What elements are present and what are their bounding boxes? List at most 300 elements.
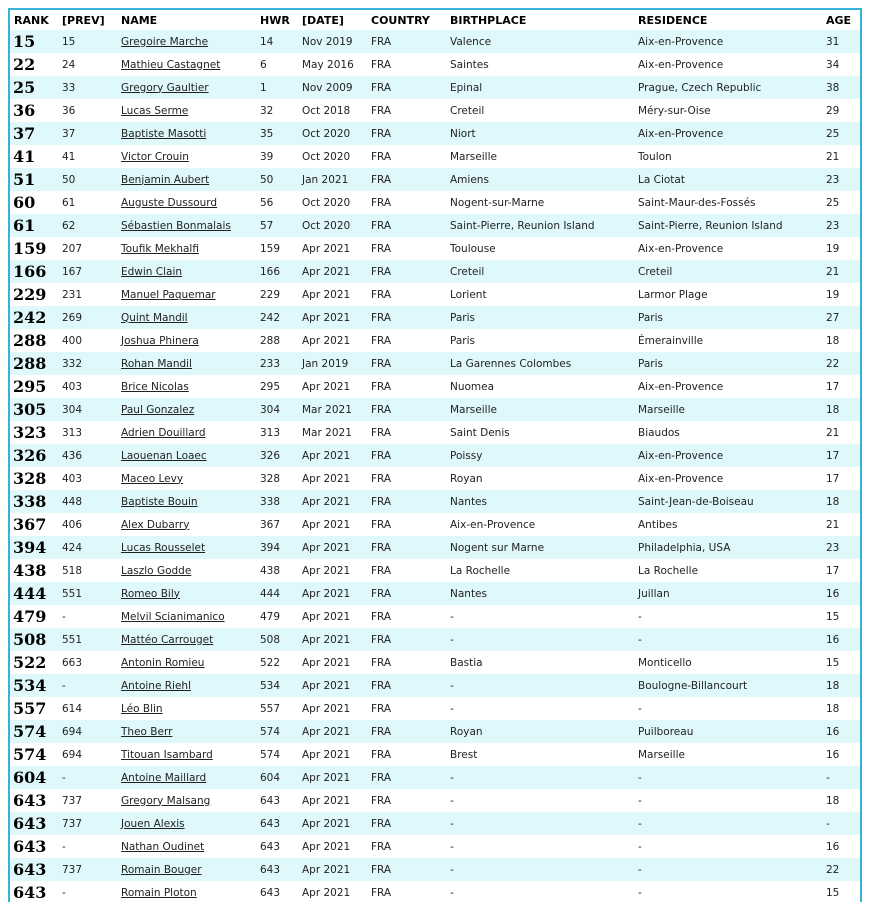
residence-cell: Larmor Plage [634,283,822,306]
country-cell: FRA [367,651,446,674]
player-name-link[interactable]: Quint Mandil [121,311,188,324]
date-cell: Apr 2021 [298,674,367,697]
country-cell: FRA [367,53,446,76]
prev-rank-cell: 406 [58,513,117,536]
player-name-link[interactable]: Lucas Rousselet [121,541,206,554]
age-cell: 34 [822,53,860,76]
player-name-link[interactable]: Adrien Douillard [121,426,206,439]
age-cell: 25 [822,122,860,145]
date-cell: Mar 2021 [298,398,367,421]
player-name-link[interactable]: Antoine Riehl [121,679,191,692]
player-name-cell [117,237,256,260]
prev-rank-cell: 50 [58,168,117,191]
hwr-cell: 557 [256,697,298,720]
table-row [10,421,860,444]
residence-cell: - [634,858,822,881]
prev-rank-cell: - [58,674,117,697]
residence-cell: Saint-Jean-de-Boiseau [634,490,822,513]
residence-cell: - [634,835,822,858]
prev-rank-cell: 663 [58,651,117,674]
table-row [10,145,860,168]
residence-cell: Saint-Pierre, Reunion Island [634,214,822,237]
player-name-link[interactable]: Alex Dubarry [121,518,190,531]
rank-cell: 288 [10,329,58,352]
rank-cell: 25 [10,76,58,99]
player-name-link[interactable]: Rohan Mandil [121,357,192,370]
country-cell: FRA [367,421,446,444]
hwr-cell: 522 [256,651,298,674]
residence-cell: Saint-Maur-des-Fossés [634,191,822,214]
player-name-link[interactable]: Nathan Oudinet [121,840,205,853]
prev-rank-cell: 694 [58,743,117,766]
birthplace-cell: Nogent sur Marne [446,536,634,559]
prev-rank-cell: 518 [58,559,117,582]
player-name-cell [117,697,256,720]
country-cell: FRA [367,444,446,467]
player-name-link[interactable]: Mattéo Carrouget [121,633,214,646]
table-row [10,858,860,881]
player-name-cell [117,858,256,881]
residence-cell: Marseille [634,743,822,766]
table-row [10,881,860,904]
country-cell: FRA [367,697,446,720]
hwr-cell: 479 [256,605,298,628]
age-cell: 21 [822,260,860,283]
player-name-link[interactable]: Paul Gonzalez [121,403,195,416]
residence-cell: Monticello [634,651,822,674]
prev-rank-cell: - [58,766,117,789]
birthplace-cell: Nantes [446,490,634,513]
birthplace-cell: Brest [446,743,634,766]
rank-cell: 522 [10,651,58,674]
table-row [10,444,860,467]
table-body [10,30,860,904]
rank-cell: 643 [10,812,58,835]
rank-cell: 36 [10,99,58,122]
table-row [10,605,860,628]
table-row [10,352,860,375]
player-name-link[interactable]: Lucas Serme [121,104,189,117]
hwr-cell: 338 [256,490,298,513]
age-cell: 17 [822,467,860,490]
age-cell: 16 [822,720,860,743]
player-name-link[interactable]: Brice Nicolas [121,380,189,393]
residence-cell: - [634,881,822,904]
residence-cell: Creteil [634,260,822,283]
age-cell: 16 [822,582,860,605]
birthplace-cell: - [446,835,634,858]
table-row [10,789,860,812]
birthplace-cell: Toulouse [446,237,634,260]
date-cell: Apr 2021 [298,628,367,651]
prev-rank-cell: 36 [58,99,117,122]
player-name-cell [117,766,256,789]
player-name-link[interactable]: Baptiste Masotti [121,127,207,140]
prev-rank-cell: 41 [58,145,117,168]
country-cell: FRA [367,835,446,858]
player-name-cell [117,444,256,467]
date-cell: Apr 2021 [298,513,367,536]
age-cell: 15 [822,605,860,628]
hwr-cell: 35 [256,122,298,145]
birthplace-cell: Poissy [446,444,634,467]
date-cell: Apr 2021 [298,605,367,628]
table-row [10,467,860,490]
table-row [10,306,860,329]
player-name-cell [117,99,256,122]
residence-cell: Aix-en-Provence [634,53,822,76]
player-name-link[interactable]: Auguste Dussourd [121,196,218,209]
table-row [10,697,860,720]
table-row [10,812,860,835]
birthplace-cell: Nuomea [446,375,634,398]
date-cell: Oct 2020 [298,214,367,237]
prev-rank-cell: 61 [58,191,117,214]
player-name-cell [117,812,256,835]
player-name-link[interactable]: Victor Crouin [121,150,189,163]
hwr-cell: 604 [256,766,298,789]
prev-rank-cell: 33 [58,76,117,99]
birthplace-cell: Aix-en-Provence [446,513,634,536]
hwr-cell: 643 [256,835,298,858]
rank-cell: 37 [10,122,58,145]
table-row [10,214,860,237]
hwr-cell: 313 [256,421,298,444]
residence-cell: Aix-en-Provence [634,444,822,467]
country-cell: FRA [367,536,446,559]
age-cell: 19 [822,237,860,260]
table-row [10,237,860,260]
birthplace-cell: Royan [446,720,634,743]
birthplace-cell: La Rochelle [446,559,634,582]
rank-cell: 166 [10,260,58,283]
hwr-cell: 326 [256,444,298,467]
hwr-cell: 574 [256,743,298,766]
prev-rank-cell: 551 [58,582,117,605]
hwr-cell: 57 [256,214,298,237]
birthplace-cell: La Garennes Colombes [446,352,634,375]
age-cell: 15 [822,651,860,674]
table-header [10,10,860,30]
hwr-cell: 56 [256,191,298,214]
residence-cell: La Rochelle [634,559,822,582]
residence-cell: Antibes [634,513,822,536]
player-name-cell [117,513,256,536]
hwr-cell: 32 [256,99,298,122]
residence-cell: La Ciotat [634,168,822,191]
residence-cell: Émerainville [634,329,822,352]
player-name-link[interactable]: Titouan Isambard [121,748,213,761]
prev-rank-cell: 37 [58,122,117,145]
birthplace-cell: - [446,812,634,835]
birthplace-cell: - [446,628,634,651]
rank-cell: 508 [10,628,58,651]
player-name-link[interactable]: Edwin Clain [121,265,183,278]
hwr-cell: 14 [256,30,298,53]
prev-rank-cell: 436 [58,444,117,467]
date-cell: Apr 2021 [298,651,367,674]
date-cell: Apr 2021 [298,329,367,352]
hwr-cell: 367 [256,513,298,536]
player-name-link[interactable]: Joshua Phinera [121,334,199,347]
hwr-cell: 444 [256,582,298,605]
player-name-link[interactable]: Romain Ploton [121,886,197,899]
residence-cell: - [634,605,822,628]
age-cell: 23 [822,168,860,191]
country-cell: FRA [367,214,446,237]
date-cell: Apr 2021 [298,536,367,559]
birthplace-cell: Marseille [446,398,634,421]
rank-cell: 295 [10,375,58,398]
hwr-cell: 242 [256,306,298,329]
country-cell: FRA [367,467,446,490]
rank-cell: 229 [10,283,58,306]
hwr-cell: 328 [256,467,298,490]
country-cell: FRA [367,605,446,628]
player-name-cell [117,283,256,306]
date-cell: Apr 2021 [298,766,367,789]
residence-cell: Paris [634,306,822,329]
age-cell: 15 [822,881,860,904]
table-row [10,651,860,674]
date-cell: Oct 2018 [298,99,367,122]
rank-cell: 338 [10,490,58,513]
hwr-cell: 643 [256,858,298,881]
prev-rank-cell: - [58,605,117,628]
birthplace-cell: Epinal [446,76,634,99]
residence-cell: - [634,628,822,651]
prev-rank-cell: 551 [58,628,117,651]
hwr-cell: 394 [256,536,298,559]
birthplace-cell: Nantes [446,582,634,605]
date-cell: Apr 2021 [298,835,367,858]
age-cell: 18 [822,329,860,352]
rank-cell: 643 [10,835,58,858]
table-row [10,628,860,651]
player-name-cell [117,122,256,145]
player-name-link[interactable]: Antonin Romieu [121,656,205,669]
player-name-link[interactable]: Sébastien Bonmalais [121,219,231,232]
birthplace-cell: - [446,766,634,789]
rank-cell: 367 [10,513,58,536]
prev-rank-cell: 62 [58,214,117,237]
birthplace-cell: Lorient [446,283,634,306]
age-cell: 23 [822,214,860,237]
rank-cell: 574 [10,720,58,743]
player-name-link[interactable]: Léo Blin [121,702,163,715]
table-row [10,168,860,191]
hwr-cell: 6 [256,53,298,76]
country-cell: FRA [367,766,446,789]
rank-cell: 643 [10,858,58,881]
date-cell: Oct 2020 [298,191,367,214]
age-cell: 38 [822,76,860,99]
player-name-link[interactable]: Manuel Paquemar [121,288,216,301]
country-cell: FRA [367,674,446,697]
player-name-link[interactable]: Romain Bouger [121,863,202,876]
hwr-cell: 574 [256,720,298,743]
player-name-cell [117,329,256,352]
age-cell: 22 [822,352,860,375]
player-name-link[interactable]: Romeo Bily [121,587,180,600]
header-residence: RESIDENCE [634,10,822,30]
prev-rank-cell: - [58,835,117,858]
player-name-cell [117,352,256,375]
country-cell: FRA [367,812,446,835]
rank-cell: 15 [10,30,58,53]
player-name-cell [117,605,256,628]
prev-rank-cell: 304 [58,398,117,421]
rank-cell: 242 [10,306,58,329]
age-cell: 16 [822,743,860,766]
date-cell: Nov 2019 [298,30,367,53]
country-cell: FRA [367,858,446,881]
country-cell: FRA [367,352,446,375]
age-cell: 27 [822,306,860,329]
birthplace-cell: Valence [446,30,634,53]
table-row [10,582,860,605]
player-name-link[interactable]: Maceo Levy [121,472,184,485]
table-row [10,513,860,536]
date-cell: Apr 2021 [298,375,367,398]
rank-cell: 444 [10,582,58,605]
birthplace-cell: Nogent-sur-Marne [446,191,634,214]
table-row [10,720,860,743]
birthplace-cell: Creteil [446,99,634,122]
player-name-link[interactable]: Gregory Malsang [121,794,211,807]
date-cell: Apr 2021 [298,697,367,720]
rank-cell: 305 [10,398,58,421]
header-date: [DATE] [298,10,367,30]
rank-cell: 22 [10,53,58,76]
player-name-link[interactable]: Benjamin Aubert [121,173,210,186]
date-cell: Apr 2021 [298,559,367,582]
hwr-cell: 39 [256,145,298,168]
table-row [10,122,860,145]
residence-cell: Puilboreau [634,720,822,743]
player-name-cell [117,490,256,513]
rank-cell: 479 [10,605,58,628]
player-name-cell [117,76,256,99]
player-name-cell [117,582,256,605]
rank-cell: 438 [10,559,58,582]
rankings-table-frame [8,8,862,902]
country-cell: FRA [367,76,446,99]
residence-cell: Aix-en-Provence [634,122,822,145]
age-cell: 25 [822,191,860,214]
date-cell: Apr 2021 [298,789,367,812]
age-cell: 17 [822,375,860,398]
player-name-link[interactable]: Antoine Maillard [121,771,207,784]
residence-cell: Aix-en-Provence [634,375,822,398]
player-name-cell [117,375,256,398]
table-row [10,375,860,398]
date-cell: Apr 2021 [298,490,367,513]
date-cell: Oct 2020 [298,122,367,145]
birthplace-cell: Royan [446,467,634,490]
birthplace-cell: - [446,697,634,720]
hwr-cell: 295 [256,375,298,398]
country-cell: FRA [367,260,446,283]
prev-rank-cell: 403 [58,467,117,490]
player-name-link[interactable]: Melvil Scianimanico [121,610,225,623]
residence-cell: Aix-en-Provence [634,467,822,490]
age-cell: 22 [822,858,860,881]
rank-cell: 574 [10,743,58,766]
table-row [10,99,860,122]
age-cell: 17 [822,559,860,582]
prev-rank-cell: 231 [58,283,117,306]
player-name-link[interactable]: Laszlo Godde [121,564,192,577]
player-name-link[interactable]: Gregory Gaultier [121,81,209,94]
rank-cell: 326 [10,444,58,467]
player-name-cell [117,559,256,582]
rank-cell: 643 [10,789,58,812]
prev-rank-cell: 15 [58,30,117,53]
player-name-link[interactable]: Baptiste Bouin [121,495,198,508]
birthplace-cell: Niort [446,122,634,145]
player-name-link[interactable]: Jouen Alexis [121,817,185,830]
table-row [10,835,860,858]
table-row [10,30,860,53]
country-cell: FRA [367,99,446,122]
player-name-link[interactable]: Toufik Mekhalfi [121,242,199,255]
date-cell: Apr 2021 [298,743,367,766]
player-name-link[interactable]: Laouenan Loaec [121,449,207,462]
player-name-link[interactable]: Mathieu Castagnet [121,58,221,71]
hwr-cell: 166 [256,260,298,283]
hwr-cell: 50 [256,168,298,191]
residence-cell: - [634,812,822,835]
prev-rank-cell: 167 [58,260,117,283]
age-cell: 31 [822,30,860,53]
header-age: AGE [822,10,860,30]
hwr-cell: 229 [256,283,298,306]
player-name-link[interactable]: Gregoire Marche [121,35,209,48]
date-cell: May 2016 [298,53,367,76]
date-cell: Jan 2021 [298,168,367,191]
table-row [10,191,860,214]
player-name-cell [117,421,256,444]
player-name-cell [117,467,256,490]
player-name-cell [117,536,256,559]
birthplace-cell: - [446,605,634,628]
age-cell: 18 [822,789,860,812]
birthplace-cell: - [446,881,634,904]
hwr-cell: 1 [256,76,298,99]
country-cell: FRA [367,145,446,168]
country-cell: FRA [367,375,446,398]
residence-cell: Marseille [634,398,822,421]
rank-cell: 288 [10,352,58,375]
prev-rank-cell: 24 [58,53,117,76]
table-row [10,559,860,582]
residence-cell: Boulogne-Billancourt [634,674,822,697]
player-name-cell [117,881,256,904]
rank-cell: 394 [10,536,58,559]
country-cell: FRA [367,789,446,812]
player-name-link[interactable]: Theo Berr [121,725,173,738]
player-name-cell [117,191,256,214]
age-cell: 18 [822,674,860,697]
prev-rank-cell: 448 [58,490,117,513]
table-row [10,536,860,559]
player-name-cell [117,214,256,237]
prev-rank-cell: 694 [58,720,117,743]
player-name-cell [117,30,256,53]
player-name-cell [117,306,256,329]
hwr-cell: 534 [256,674,298,697]
